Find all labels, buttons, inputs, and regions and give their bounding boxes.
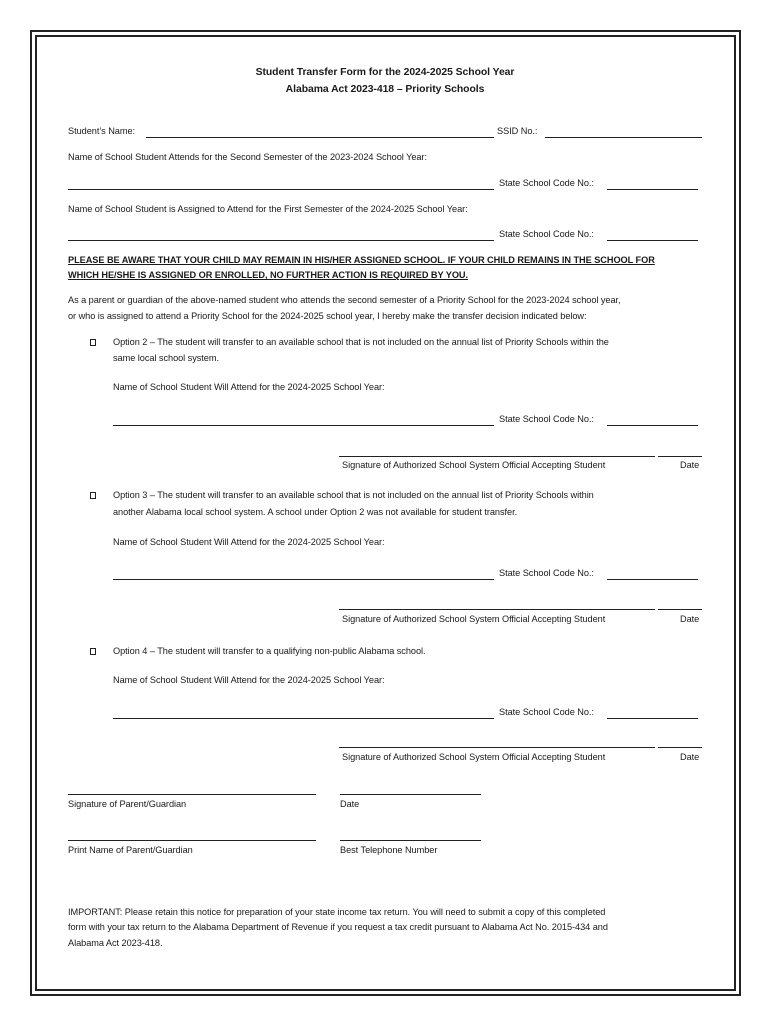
- assigned-school-label: Name of School Student is Assigned to Attend for the First Semester of the 2024-2025 School Year:: [68, 204, 468, 214]
- intro-line-2: or who is assigned to attend a Priority School for the 2024-2025 school year, I hereby make the transfer decision indicated below:: [68, 311, 587, 321]
- option3-date-label: Date: [680, 614, 700, 624]
- option2-date-label: Date: [680, 460, 700, 470]
- option3-official-signature-label: Signature of Authorized School System Official Accepting Student: [342, 614, 606, 624]
- student-name-label: Student’s Name:: [68, 126, 136, 136]
- option3-will-attend-label: Name of School Student Will Attend for the 2024-2025 School Year:: [113, 537, 385, 547]
- option3-official-signature-field[interactable]: [339, 609, 655, 610]
- parent-phone-label: Best Telephone Number: [340, 845, 438, 855]
- assigned-state-code-label: State School Code No.:: [499, 229, 594, 239]
- option3-text-line-2: another Alabama local school system. A school under Option 2 was not available for student transfer.: [113, 507, 518, 517]
- important-line-3: Alabama Act 2023-418.: [68, 938, 163, 948]
- option2-text-line-1: Option 2 – The student will transfer to an available school that is not included on the annual list of Priority Schools within the: [113, 337, 609, 347]
- parent-phone-field[interactable]: [340, 840, 481, 841]
- option2-date-field[interactable]: [658, 456, 702, 457]
- ssid-label: SSID No.:: [497, 126, 538, 136]
- notice-line-1: PLEASE BE AWARE THAT YOUR CHILD MAY REMAIN IN HIS/HER ASSIGNED SCHOOL. IF YOUR CHILD REMAINS IN THE SCHOOL FOR: [68, 255, 655, 265]
- option3-text-line-1: Option 3 – The student will transfer to an available school that is not included on the annual list of Priority Schools within: [113, 490, 594, 500]
- option4-official-signature-label: Signature of Authorized School System Official Accepting Student: [342, 752, 606, 762]
- option4-official-signature-field[interactable]: [339, 747, 655, 748]
- important-line-1: IMPORTANT: Please retain this notice for preparation of your state income tax return. You will need to submit a copy of this completed: [68, 907, 606, 917]
- option4-will-attend-label: Name of School Student Will Attend for the 2024-2025 School Year:: [113, 675, 385, 685]
- option2-text-line-2: same local school system.: [113, 353, 219, 363]
- parent-print-name-label: Print Name of Parent/Guardian: [68, 845, 193, 855]
- assigned-school-field[interactable]: [68, 240, 494, 241]
- current-state-code-label: State School Code No.:: [499, 178, 594, 188]
- form-subtitle: Alabama Act 2023-418 – Priority Schools: [285, 84, 485, 95]
- current-school-field[interactable]: [68, 189, 494, 190]
- option2-school-field[interactable]: [113, 425, 494, 426]
- option2-will-attend-label: Name of School Student Will Attend for the 2024-2025 School Year:: [113, 382, 385, 392]
- ssid-field[interactable]: [545, 137, 702, 138]
- option4-state-code-field[interactable]: [607, 718, 698, 719]
- assigned-state-code-field[interactable]: [607, 240, 698, 241]
- option3-school-field[interactable]: [113, 579, 494, 580]
- option3-state-code-label: State School Code No.:: [499, 568, 594, 578]
- option2-official-signature-field[interactable]: [339, 456, 655, 457]
- option4-text-line-1: Option 4 – The student will transfer to a qualifying non-public Alabama school.: [113, 646, 426, 656]
- option2-state-code-field[interactable]: [607, 425, 698, 426]
- option4-school-field[interactable]: [113, 718, 494, 719]
- parent-date-field[interactable]: [340, 794, 481, 795]
- important-line-2: form with your tax return to the Alabama Department of Revenue if you request a tax credit pursuant to Alabama Act No. 2015-434 and: [68, 922, 608, 932]
- option4-date-label: Date: [680, 752, 700, 762]
- parent-signature-label: Signature of Parent/Guardian: [68, 799, 187, 809]
- option3-date-field[interactable]: [658, 609, 702, 610]
- parent-print-name-field[interactable]: [68, 840, 316, 841]
- form-title: Student Transfer Form for the 2024-2025 School Year: [255, 67, 515, 78]
- option4-state-code-label: State School Code No.:: [499, 707, 594, 717]
- option2-checkbox[interactable]: [90, 339, 96, 346]
- option2-official-signature-label: Signature of Authorized School System Official Accepting Student: [342, 460, 606, 470]
- student-name-field[interactable]: [146, 137, 494, 138]
- option4-date-field[interactable]: [658, 747, 702, 748]
- current-state-code-field[interactable]: [607, 189, 698, 190]
- intro-line-1: As a parent or guardian of the above-named student who attends the second semester of a Priority School for the 2023-2024 school year,: [68, 295, 621, 305]
- current-school-label: Name of School Student Attends for the Second Semester of the 2023-2024 School Year:: [68, 152, 427, 162]
- notice-line-2: WHICH HE/SHE IS ASSIGNED OR ENROLLED, NO FURTHER ACTION IS REQUIRED BY YOU.: [68, 270, 469, 280]
- option3-checkbox[interactable]: [90, 492, 96, 499]
- option3-state-code-field[interactable]: [607, 579, 698, 580]
- option2-state-code-label: State School Code No.:: [499, 414, 594, 424]
- parent-date-label: Date: [340, 799, 360, 809]
- option4-checkbox[interactable]: [90, 648, 96, 655]
- parent-signature-field[interactable]: [68, 794, 316, 795]
